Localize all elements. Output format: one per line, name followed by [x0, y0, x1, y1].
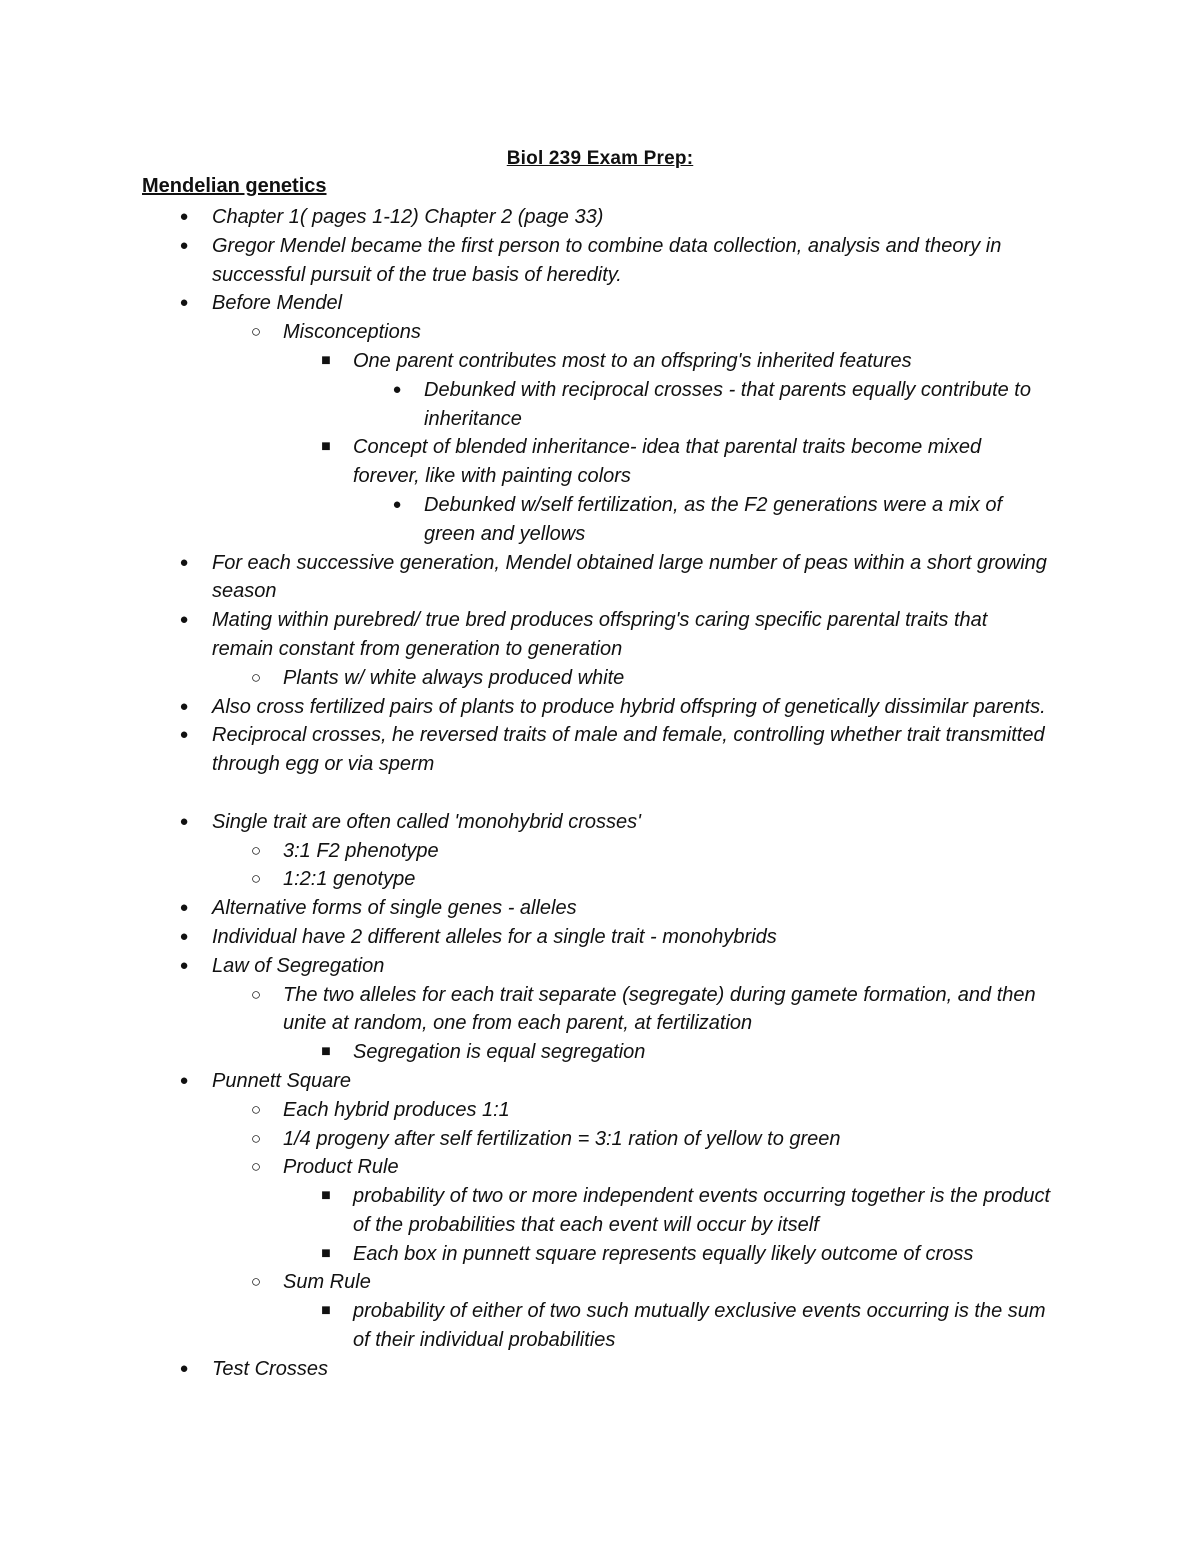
list-item: [0, 1268, 1053, 1297]
list-item: [0, 664, 1053, 693]
dot-bullet-icon: ●: [179, 611, 189, 629]
list-item-text: Reciprocal crosses, he reversed traits of male and female, controlling whether trait transmitted through egg or via sperm: [212, 724, 1045, 776]
list-item-text: Punnett Square: [212, 1069, 351, 1092]
list-item: [0, 1240, 1053, 1269]
list-item: [0, 232, 1052, 290]
list-item-text: Misconceptions: [283, 321, 421, 344]
list-item-text: Debunked w/self fertilization, as the F2 generations were a mix of green and yellows: [424, 493, 1003, 545]
list-item: [0, 952, 1052, 981]
list-item-text: Single trait are often called 'monohybrid crosses': [212, 810, 641, 833]
list-item: [0, 289, 1052, 318]
list-item-text: 1:2:1 genotype: [283, 868, 416, 891]
dot-bullet-icon: ●: [179, 927, 189, 945]
dot-bullet-icon: ●: [179, 956, 189, 974]
list-item-text: probability of either of two such mutually exclusive events occurring is the sum of their individual probabilities: [353, 1300, 1046, 1352]
circle-bullet-icon: ○: [250, 1272, 262, 1292]
circle-bullet-icon: ○: [250, 1128, 262, 1148]
list-item: [0, 865, 1053, 894]
section-heading: Mendelian genetics: [142, 175, 327, 197]
list-item-text: Alternative forms of single genes - alleles: [212, 897, 577, 920]
list-item: [0, 1038, 1053, 1067]
dot-bullet-icon: ●: [179, 208, 189, 225]
list-item-text: probability of two or more independent events occurring together is the product of the probabilities that each event will occur by itself: [353, 1185, 1051, 1236]
list-item-text: Product Rule: [283, 1156, 399, 1179]
list-item-text: Plants w/ white always produced white: [283, 666, 625, 689]
list-item: [0, 1153, 1053, 1182]
dot-bullet-icon: ●: [179, 726, 189, 744]
dot-bullet-icon: ●: [392, 495, 402, 513]
dot-bullet-icon: ●: [179, 899, 189, 917]
list-item: [0, 808, 1052, 837]
dot-bullet-icon: ●: [179, 294, 189, 312]
list-item-text: Gregor Mendel became the first person to combine data collection, analysis and theory in successful pursuit of the true basis of heredity.: [212, 234, 1002, 286]
list-item: [0, 1182, 1053, 1240]
list-item: [0, 923, 1052, 952]
circle-bullet-icon: ○: [250, 1099, 262, 1119]
list-item-text: Sum Rule: [283, 1271, 371, 1294]
square-bullet-icon: ■: [321, 438, 331, 456]
circle-bullet-icon: ○: [250, 869, 262, 889]
list-item: [0, 606, 1052, 664]
list-item-text: The two alleles for each trait separate (segregate) during gamete formation, and then unite at random, one from each parent, at fertilization: [283, 983, 1036, 1035]
list-item: [0, 203, 1052, 232]
list-item-text: Law of Segregation: [212, 954, 385, 977]
square-bullet-icon: ■: [321, 1302, 331, 1320]
list-item-text: Chapter 1( pages 1-12) Chapter 2 (page 33): [212, 206, 604, 228]
dot-bullet-icon: ●: [179, 812, 189, 830]
list-item-text: 1/4 progeny after self fertilization = 3:1 ration of yellow to green: [283, 1127, 841, 1150]
dot-bullet-icon: ●: [392, 380, 402, 398]
list-item: [0, 433, 1053, 491]
list-item: [0, 549, 1052, 607]
list-item: [0, 1297, 1053, 1355]
circle-bullet-icon: ○: [250, 840, 262, 860]
list-item: [0, 1096, 1053, 1125]
dot-bullet-icon: ●: [179, 236, 189, 254]
list-item-text: 3:1 F2 phenotype: [283, 839, 439, 862]
square-bullet-icon: ■: [321, 1187, 331, 1205]
list-item-text: Before Mendel: [212, 292, 343, 315]
list-item-text: Also cross fertilized pairs of plants to produce hybrid offspring of genetically dissimilar parents.: [212, 695, 1046, 718]
square-bullet-icon: ■: [321, 351, 331, 369]
blank-line: [0, 779, 1200, 808]
list-item: [0, 318, 1053, 347]
circle-bullet-icon: ○: [250, 1157, 262, 1177]
circle-bullet-icon: ○: [250, 984, 262, 1004]
list-item-text: Segregation is equal segregation: [353, 1041, 646, 1064]
list-item: [0, 693, 1052, 722]
list-item: [0, 1067, 1052, 1096]
list-item: [0, 894, 1052, 923]
square-bullet-icon: ■: [321, 1244, 331, 1262]
list-item-text: Each box in punnett square represents equally likely outcome of cross: [353, 1242, 974, 1265]
list-item: [0, 981, 1053, 1039]
list-item: [0, 376, 1054, 434]
list-item-text: Mating within purebred/ true bred produces offspring's caring specific parental traits that remain constant from generation to generation: [212, 609, 988, 660]
notes-list: [0, 203, 1200, 1384]
list-item: [0, 347, 1053, 376]
list-item-text: Individual have 2 different alleles for a single trait - monohybrids: [212, 925, 777, 948]
list-item: [0, 1355, 1052, 1384]
list-item-text: For each successive generation, Mendel obtained large number of peas within a short growing season: [212, 551, 1047, 603]
dot-bullet-icon: ●: [179, 1359, 189, 1377]
dot-bullet-icon: ●: [179, 553, 189, 571]
circle-bullet-icon: ○: [250, 322, 262, 342]
list-item-text: Each hybrid produces 1:1: [283, 1098, 510, 1121]
circle-bullet-icon: ○: [250, 667, 262, 687]
dot-bullet-icon: ●: [179, 1071, 189, 1089]
list-item: [0, 837, 1053, 866]
list-item-text: Concept of blended inheritance- idea that parental traits become mixed forever, like with painting colors: [353, 436, 982, 488]
list-item-text: One parent contributes most to an offspring's inherited features: [353, 349, 912, 372]
list-item-text: Debunked with reciprocal crosses - that parents equally contribute to inheritance: [424, 378, 1031, 430]
square-bullet-icon: ■: [321, 1043, 331, 1061]
document-title: Biol 239 Exam Prep:: [506, 148, 694, 169]
list-item: [0, 721, 1052, 779]
list-item: [0, 491, 1054, 549]
list-item-text: Test Crosses: [212, 1357, 328, 1380]
dot-bullet-icon: ●: [179, 697, 189, 715]
list-item: [0, 1125, 1053, 1154]
